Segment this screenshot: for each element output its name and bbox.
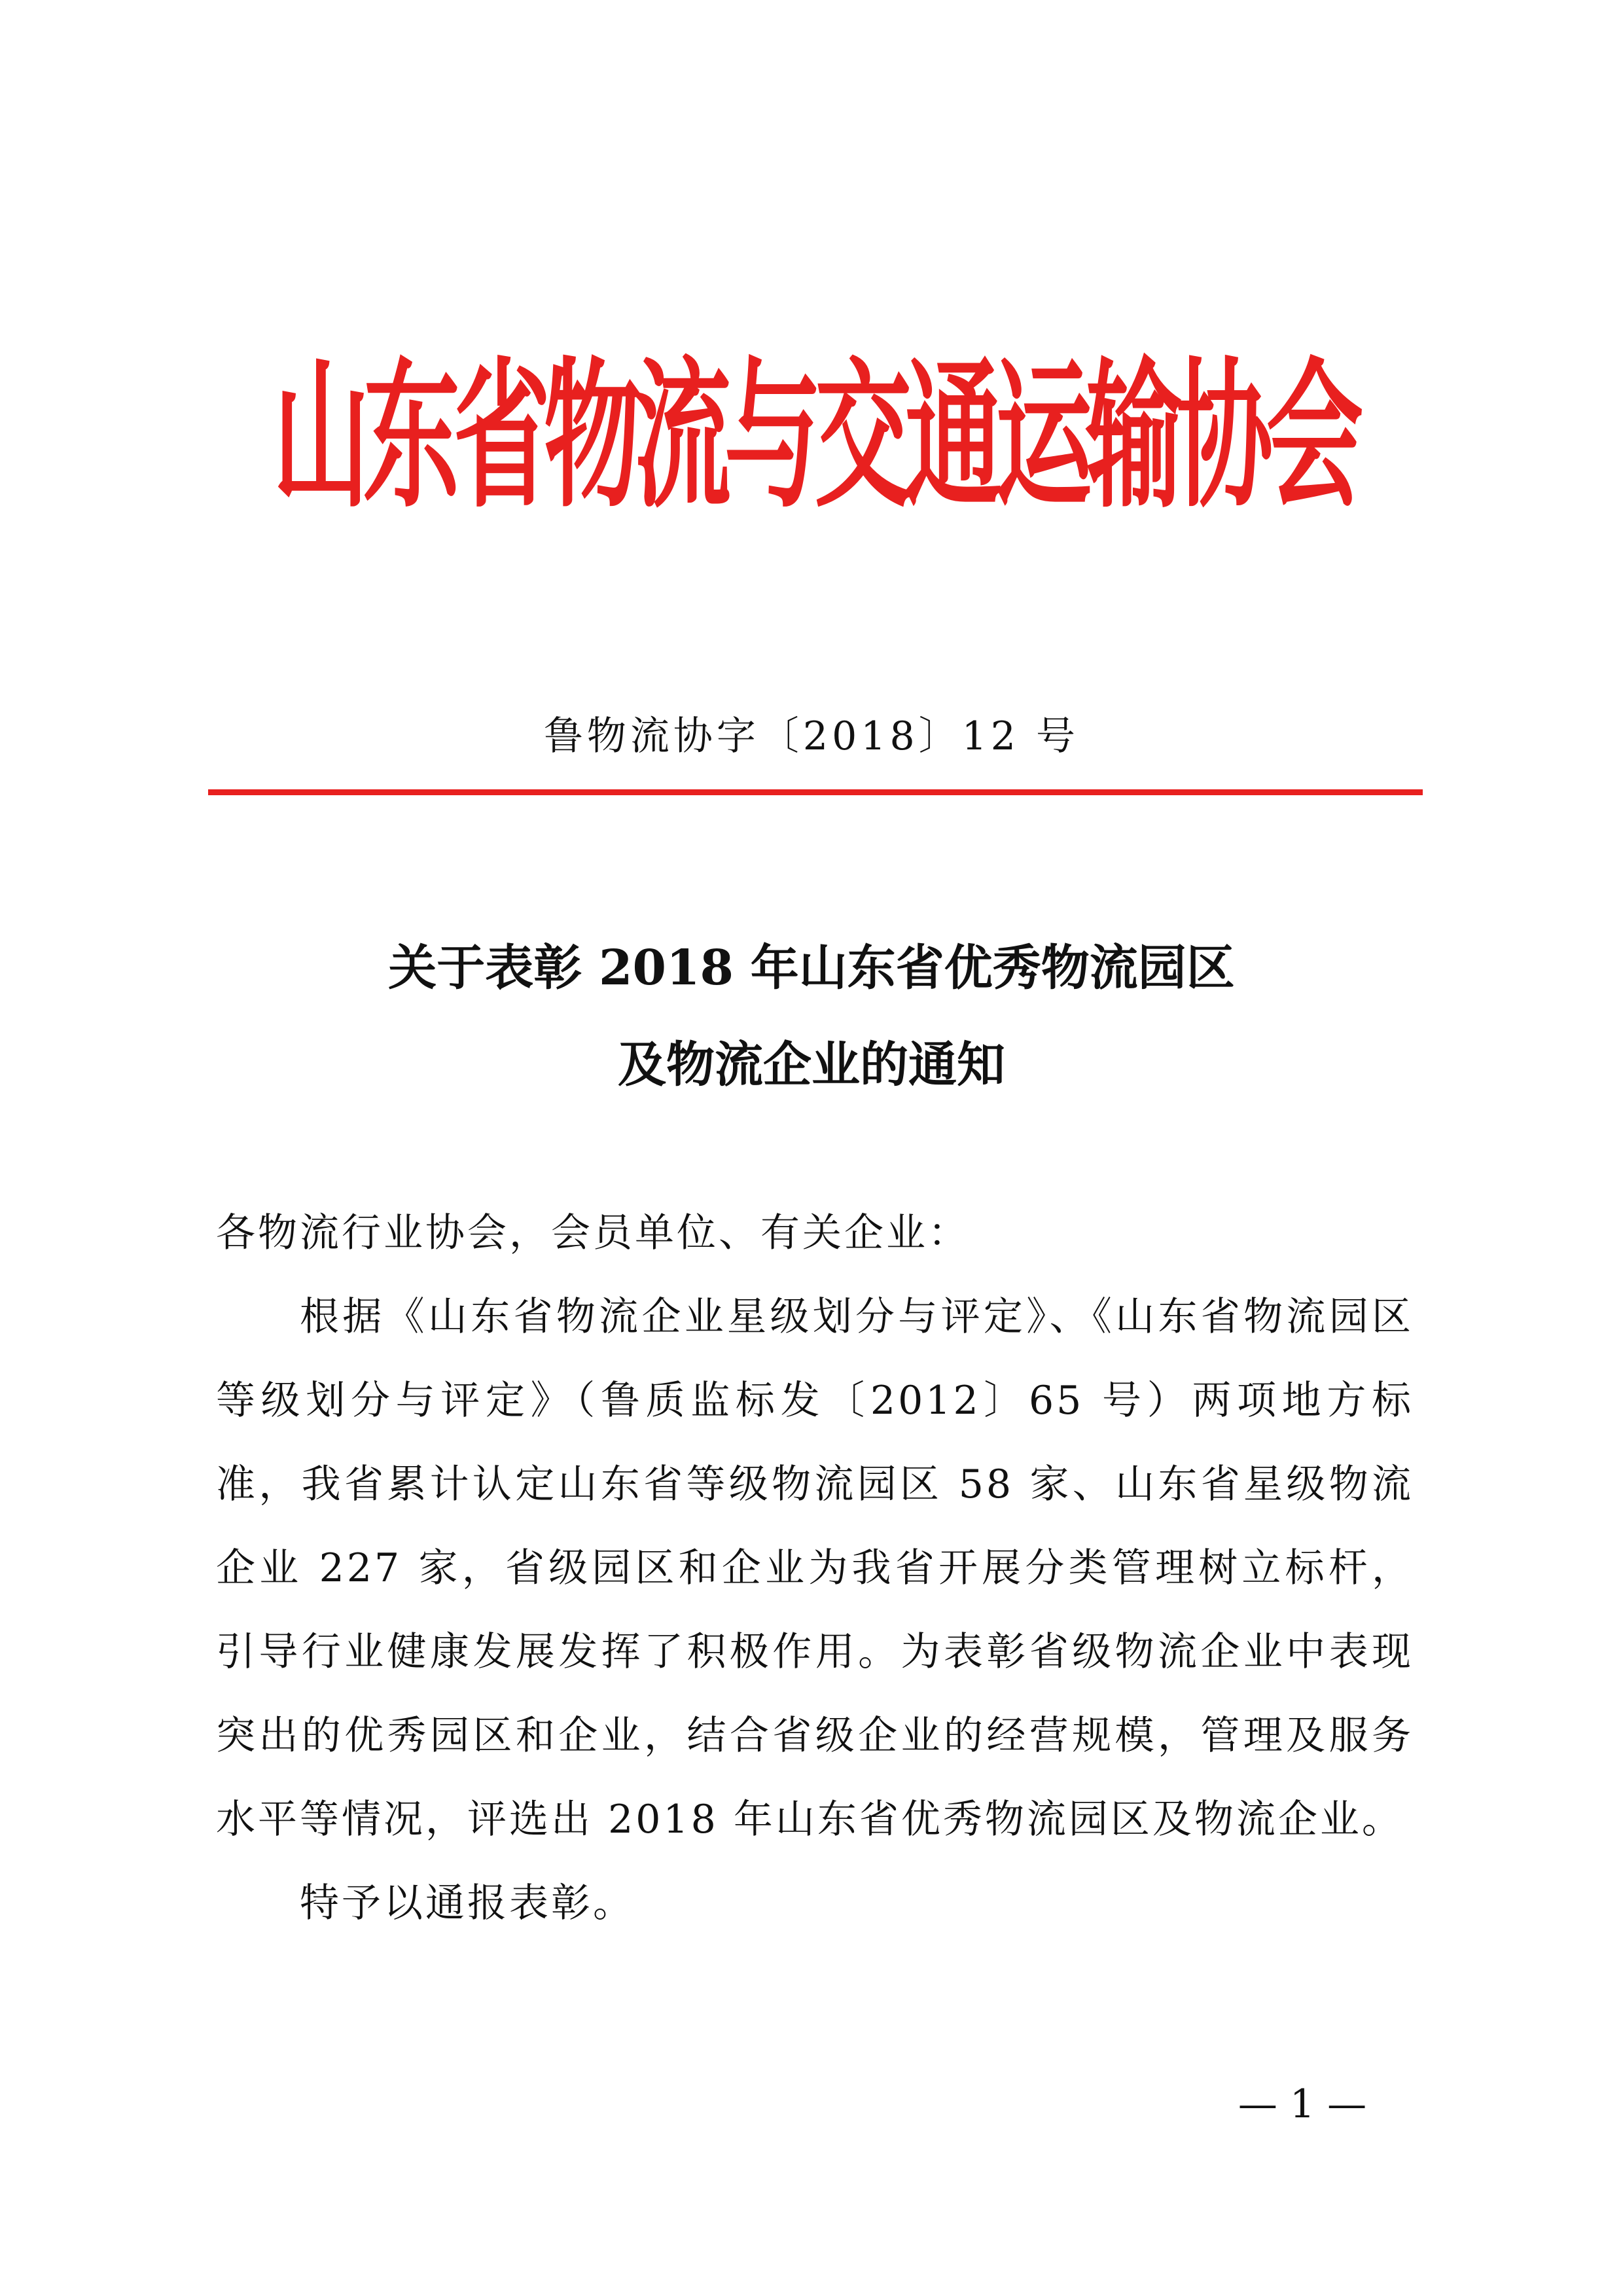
notice-title-line-1: 关于表彰 2018 年山东省优秀物流园区 [388,940,1235,996]
document-number: 鲁物流协字〔2018〕12 号 [543,713,1080,759]
letterhead-organization-name: 山东省物流与交通运输协会 [273,341,1357,529]
notice-title [0,920,1623,1113]
body-paragraph: 根据《山东省物流企业星级划分与评定》、《山东省物流园区等级划分与评定》（鲁质监标发〔2012〕65 号）两项地方标准，我省累计认定山东省等级物流园区 58 家、山东省星级物流企业 227 家，省级园区和企业为我省开展分类管理树立标杆，引导行业健康发展发挥了积极作用。为表彰省级物流企业中表现突出的优秀园区和企业，结合省级企业的经营规模，管理及服务水平等情况，评选出 2018 年山东省优秀物流园区及物流企业。 [216,1294,1414,1842]
notice-title-line-2: 及物流企业的通知 [618,1037,1005,1093]
red-divider-line [208,789,1423,795]
closing-line: 特予以通报表彰。 [300,1880,635,1926]
salutation: 各物流行业协会，会员单位、有关企业： [216,1210,970,1256]
notice-body [216,1191,1414,1945]
page-number: — 1 — [1238,2081,1367,2127]
